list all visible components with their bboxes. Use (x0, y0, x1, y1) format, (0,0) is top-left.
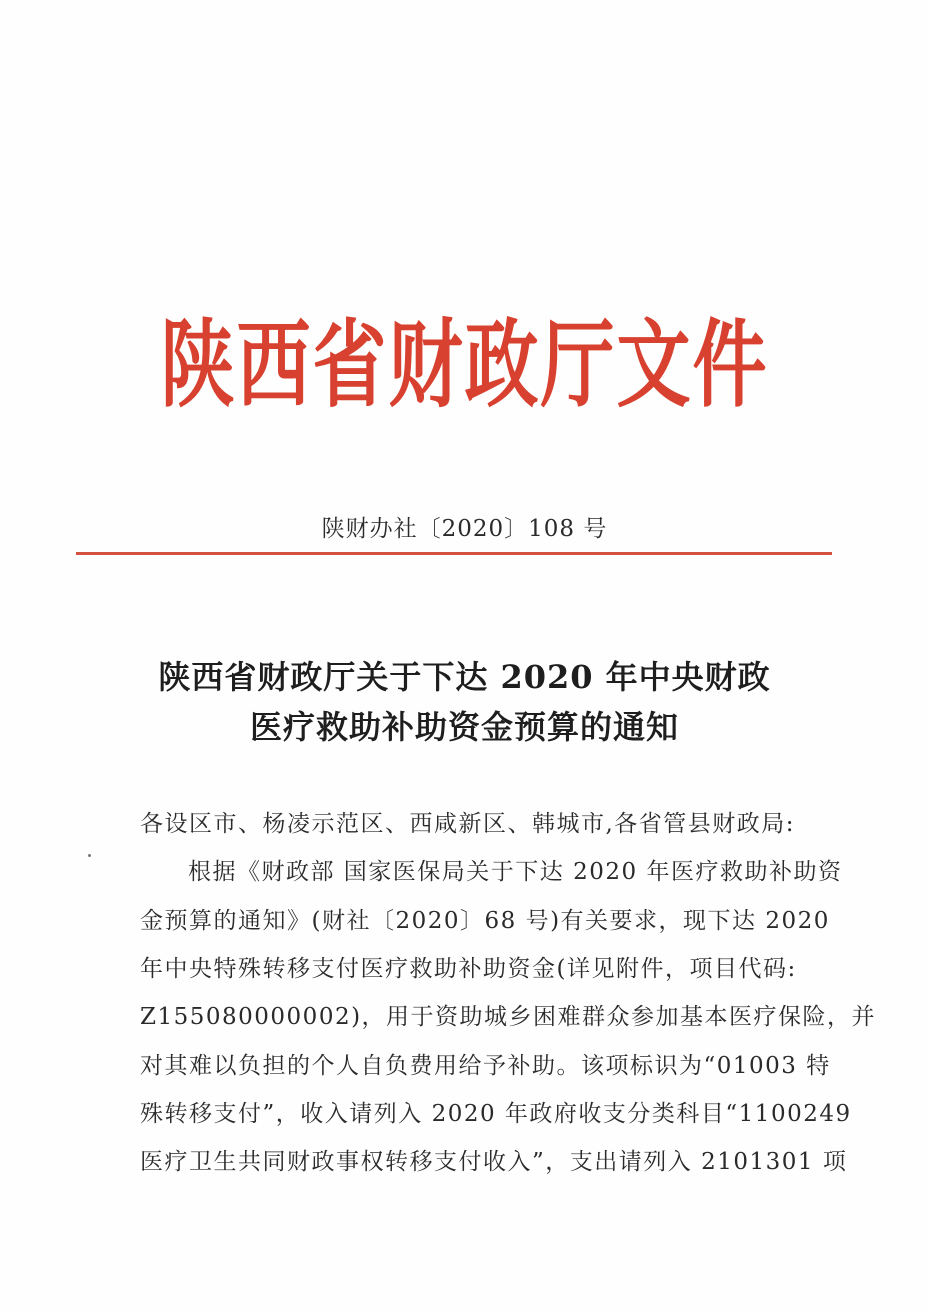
body-paragraph-line: 殊转移支付”，收入请列入 2020 年政府收支分类科目“1100249 (140, 1101, 852, 1127)
notice-title-line-1: 陕西省财政厅关于下达 2020 年中央财政 (158, 658, 771, 696)
addressee-line: 各设区市、杨凌示范区、西咸新区、韩城市,各省管县财政局: (140, 811, 796, 837)
body-paragraph-line: Z155080000002)，用于资助城乡困难群众参加基本医疗保险，并 (140, 1004, 877, 1030)
body-paragraph-line: 对其难以负担的个人自负费用给予补助。该项标识为“01003 特 (140, 1053, 831, 1079)
notice-title-line-2: 医疗救助补助资金预算的通知 (249, 708, 679, 746)
agency-header-title: 陕西省财政厅文件 (160, 310, 769, 421)
body-paragraph-line: 根据《财政部 国家医保局关于下达 2020 年医疗救助补助资 (188, 859, 843, 885)
document-number: 陕财办社〔2020〕108 号 (321, 516, 608, 542)
red-divider-rule (76, 552, 832, 555)
body-paragraph-line: 金预算的通知》(财社〔2020〕68 号)有关要求，现下达 2020 (140, 908, 830, 934)
scan-speck (88, 854, 91, 857)
body-paragraph-line: 年中央特殊转移支付医疗救助补助资金(详见附件，项目代码: (140, 956, 797, 982)
body-paragraph-line: 医疗卫生共同财政事权转移支付收入”，支出请列入 2101301 项 (140, 1149, 848, 1175)
